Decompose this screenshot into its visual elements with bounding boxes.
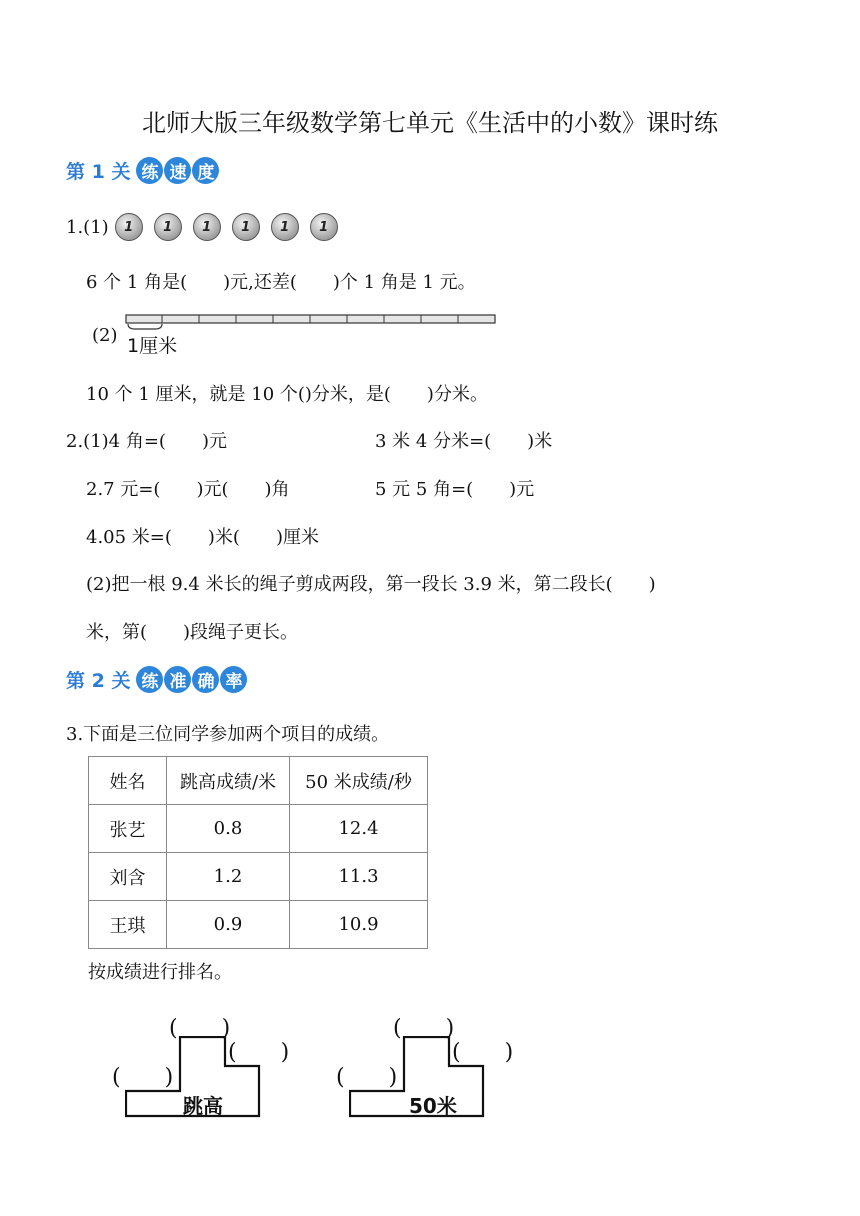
level-1-badge: 练 — [136, 157, 163, 184]
podium-paren-second: ( ) — [452, 1040, 514, 1065]
table-header-cell: 50 米成绩/秒 — [290, 757, 428, 805]
coin-icon: 1 — [193, 213, 221, 241]
table-header-cell: 跳高成绩/米 — [167, 757, 290, 805]
podium-paren-third: ( ) — [112, 1065, 174, 1090]
q1-part2-label: (2) — [92, 325, 118, 346]
table-header-row — [89, 757, 428, 805]
table-cell: 11.3 — [290, 853, 428, 901]
level-2-header — [66, 664, 248, 694]
table-cell: 0.9 — [167, 901, 290, 949]
coin-icon: 1 — [271, 213, 299, 241]
q2-item: 4.05 米=( )米( )厘米 — [86, 527, 319, 548]
q2-item: 2.(1)4 角=( )元 — [66, 431, 227, 452]
coin-icon: 1 — [115, 213, 143, 241]
level-1-badge: 速 — [164, 157, 191, 184]
table-cell: 1.2 — [167, 853, 290, 901]
q1-part1-text: 6 个 1 角是( )元,还差( )个 1 角是 1 元。 — [86, 272, 476, 293]
level-2-badge: 率 — [220, 666, 247, 693]
q3-after-text: 按成绩进行排名。 — [88, 962, 232, 983]
table-cell: 0.8 — [167, 805, 290, 853]
podium-50m-label: 50米 — [409, 1094, 457, 1118]
level-1-label: 第 1 关 — [66, 160, 131, 183]
q1-part2-text: 10 个 1 厘米，就是 10 个()分米，是( )分米。 — [86, 384, 488, 405]
table-row — [89, 853, 428, 901]
level-1-header — [66, 155, 220, 185]
podium-paren-first: ( ) — [169, 1016, 231, 1041]
podium-jump-label: 跳高 — [183, 1094, 223, 1118]
table-cell: 12.4 — [290, 805, 428, 853]
table-row — [89, 901, 428, 949]
q2-item: 3 米 4 分米=( )米 — [375, 431, 553, 452]
q3-text: 3.下面是三位同学参加两个项目的成绩。 — [66, 724, 390, 745]
q1-part1 — [66, 213, 349, 241]
ruler-caption: 1厘米 — [127, 335, 178, 357]
level-2-label: 第 2 关 — [66, 669, 131, 692]
level-2-badge: 确 — [192, 666, 219, 693]
table-cell: 刘含 — [89, 853, 167, 901]
q2-part2-text-cont: 米，第( )段绳子更长。 — [86, 622, 299, 643]
podium-paren-second: ( ) — [228, 1040, 290, 1065]
ruler-strip — [125, 311, 497, 331]
q1-part1-label: 1.(1) — [66, 216, 109, 238]
table-cell: 王琪 — [89, 901, 167, 949]
page-title: 北师大版三年级数学第七单元《生活中的小数》课时练 — [142, 109, 718, 137]
table-cell: 张艺 — [89, 805, 167, 853]
q2-item: 2.7 元=( )元( )角 — [86, 479, 290, 500]
podium-paren-first: ( ) — [393, 1016, 455, 1041]
q2-part2-text: (2)把一根 9.4 米长的绳子剪成两段，第一段长 3.9 米，第二段长( ) — [86, 574, 656, 595]
coin-icon: 1 — [310, 213, 338, 241]
coin-icon: 1 — [154, 213, 182, 241]
level-2-badge: 练 — [136, 666, 163, 693]
table-cell: 10.9 — [290, 901, 428, 949]
scores-table — [88, 756, 428, 949]
q2-item: 5 元 5 角=( )元 — [375, 479, 535, 500]
level-1-badge: 度 — [192, 157, 219, 184]
coin-icon: 1 — [232, 213, 260, 241]
level-2-badge: 准 — [164, 666, 191, 693]
table-row — [89, 805, 428, 853]
table-header-cell: 姓名 — [89, 757, 167, 805]
podium-paren-third: ( ) — [336, 1065, 398, 1090]
